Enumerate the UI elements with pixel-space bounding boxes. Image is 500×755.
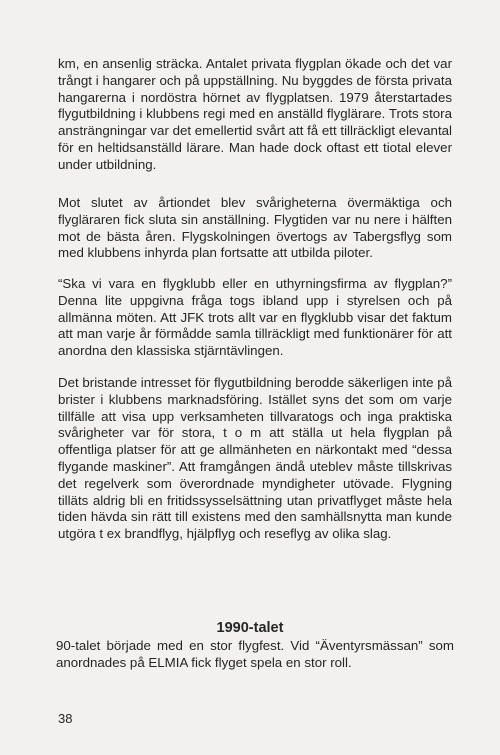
paragraph-1990s-intro: 90-talet började med en stor flygfest. Vid “Äventyrsmässan” som anordnades på ELMIA fick flyget spela en stor roll. <box>56 638 454 670</box>
paragraph-club-or-rental: “Ska vi vara en flygklubb eller en uthyrningsfirma av flygplan?” Denna lite uppgivna fråga togs ibland upp i styrelsen och på allmänna möten. Att JFK trots allt var en flygklubb visar det faktum att man varje år förmådde samla tillräckligt med funktionärer för att anordna den klassiska stjärntävlingen. <box>58 276 452 359</box>
paragraph-lack-of-interest: Det bristande intresset för flygutbildning berodde säkerligen inte på brister i klubbens marknadsföring. Istället syns det som om varje tillfälle att visa upp verksamheten tillvaratogs och inga praktiska svårigheter var för stora, t o m att ställa ut hela flygplan på offentliga platser för att ge allmänheten en närkontakt med “dessa flygande maskiner”. Att framgången ändå uteblev måste tillskrivas det regelverk som överordnade myndigheter utövade. Flygning tilläts aldrig bli en fritidssysselsättning utan privatflyget måste hela tiden hävda sin rätt till existens med den samhällsnytta man kunde utgöra t ex brandflyg, hjälpflyg och reseflyg av olika slag. <box>58 375 452 542</box>
paragraph-hangars-and-training: km, en ansenlig sträcka. Antalet privata flygplan ökade och det var trångt i hangarer och på uppställning. Nu byggdes de första privata hangarerna i nordöstra hörnet av flygplatsen. 1979 återstartades flygutbildning i klubbens regi med en anställd flyglärare. Trots stora ansträngningar var det emellertid svårt att få ett tillräckligt elevantal för en heltidsanställd lärare. Man hade dock oftast ett tiotal elever under utbildning. <box>58 56 452 172</box>
paragraph-end-of-decade: Mot slutet av årtiondet blev svårigheterna övermäktiga och flygläraren fick sluta sin anställning. Flygtiden var nu nere i hälften mot de bästa åren. Flygskolningen övertogs av Tabergsflyg som med klubbens inhyrda plan fortsatte att utbilda piloter. <box>58 195 452 261</box>
section-heading: 1990-talet <box>216 620 284 636</box>
page-number: 38 <box>58 711 73 726</box>
